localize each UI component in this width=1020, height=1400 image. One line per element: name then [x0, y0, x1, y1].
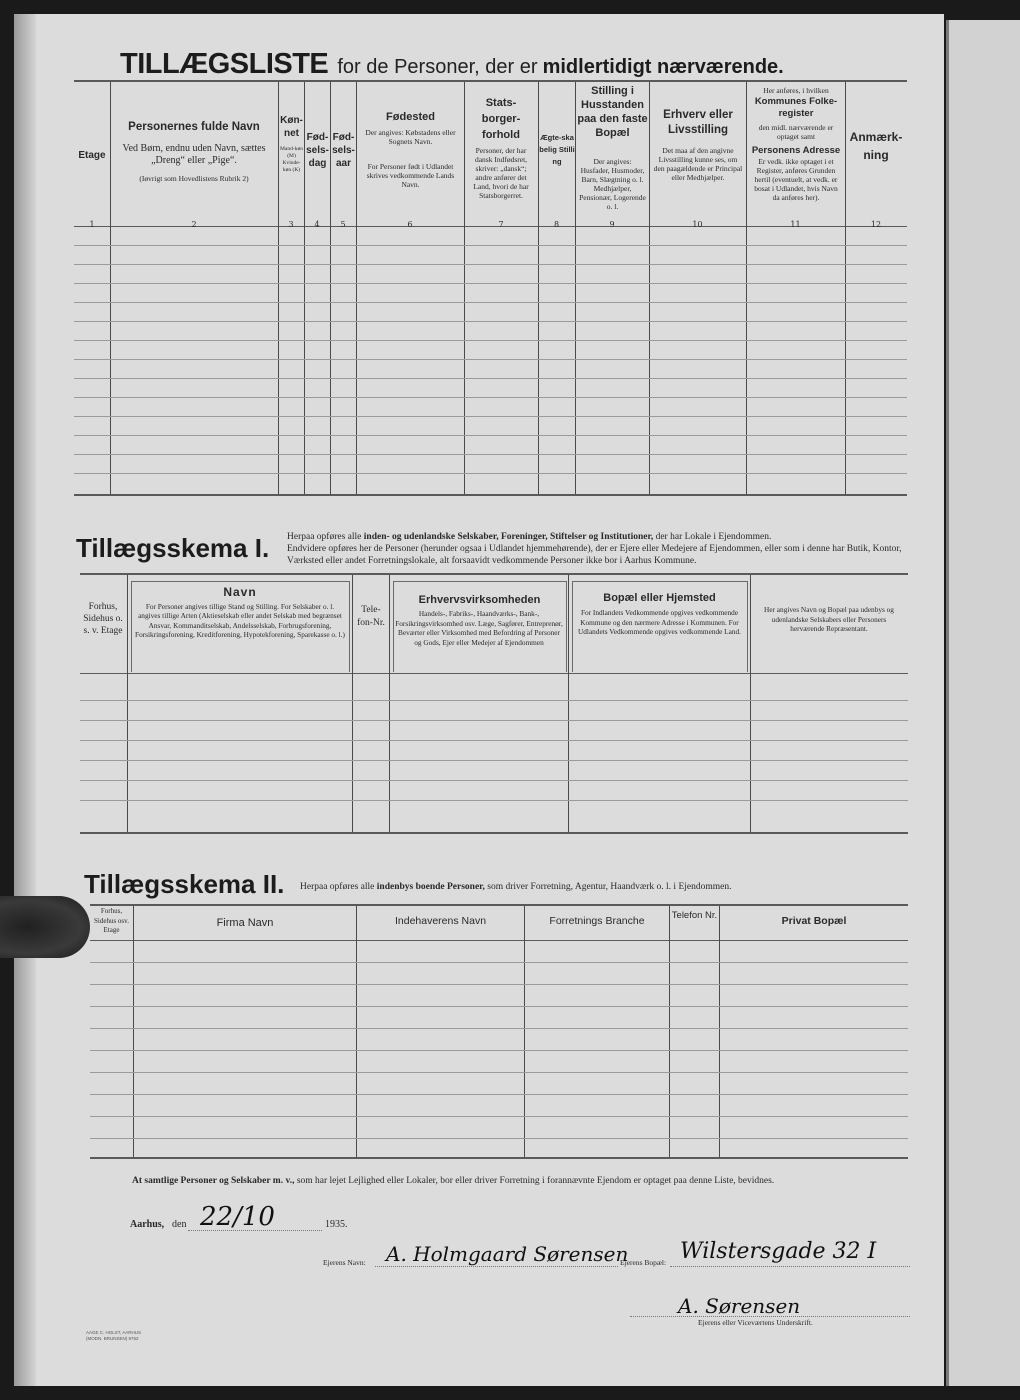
- handwritten-owner-address: Wilstersgade 32 I: [680, 1239, 877, 1264]
- city-label: Aarhus,: [130, 1219, 165, 1230]
- col-birthplace-note: Der angives: Købstadens eller Sognets Navn.: [365, 128, 456, 146]
- col-number: 5: [340, 220, 346, 229]
- col-address-header: Personens Adresse: [751, 145, 841, 156]
- col-marital-header: Ægte-skabelig Stilling: [539, 133, 575, 166]
- col-number: 11: [790, 220, 801, 229]
- skema2-title: Tillægsskema II.: [84, 869, 285, 899]
- skema1-col-residence-note: For Indlandets Vedkommende opgives vedkommende Kommune og den nærmere Adresse i Kommunen. For Udlandets Vedkommende opgives vedkommende Land.: [578, 608, 741, 636]
- col-number: 1: [89, 220, 95, 229]
- skema1-description: [287, 531, 909, 567]
- skema2-col-etage: Forhus, Sidehus osv. Etage: [94, 907, 129, 934]
- skema2-col-phone: Telefon Nr.: [671, 910, 718, 921]
- col-number: 6: [407, 220, 413, 229]
- skema1-col-name-header: Navn: [223, 585, 257, 599]
- col-birthplace-header: Fødested: [386, 111, 435, 123]
- skema2-col-private-address: Privat Bopæl: [781, 915, 847, 927]
- col-name-header: Personernes fulde Navn: [128, 121, 260, 133]
- skema1-col-business-note: Handels-, Fabriks-, Haandværks-, Bank-, Forsikringsvirksomhed osv. Læge, Sagfører, Entreprenør, Beværter eller Virksomhed med Befordring af Personer og Gods, Ejer eller Medejer af Ejendommen: [395, 609, 563, 647]
- skema2-desc-b: indenbys boende Personer,: [376, 882, 485, 892]
- skema2-col-firm: Firma Navn: [216, 917, 274, 929]
- col-number: 12: [870, 220, 882, 229]
- col-sex-note: Mand-køn (M) Kvinde-køn (K): [280, 146, 303, 173]
- next-page-edge: [946, 20, 1020, 1386]
- col-birthday-header: Fød-sels-dag: [306, 132, 329, 169]
- handwritten-date: 22/10: [200, 1202, 275, 1232]
- col-register-note: Er vedk. ikke optaget i et Register, anføres Grunden hertil (eventuelt, at vedk. er bosat i Udlandet, hvis Navn da anføres her).: [754, 157, 838, 202]
- skema2-col-owner: Indehaverens Navn: [394, 915, 487, 927]
- col-number: 3: [288, 220, 294, 229]
- col-number: 9: [609, 220, 615, 229]
- col-birthyear-header: Fød-sels-aar: [332, 132, 355, 169]
- skema2-desc-a: Herpaa opføres alle: [300, 882, 377, 892]
- year-label: 1935.: [325, 1219, 348, 1230]
- signature-label: Ejerens eller Viceværtens Underskrift.: [698, 1318, 813, 1327]
- title-main: TILLÆGSLISTE: [120, 48, 329, 80]
- title-rest-b: midlertidigt nærværende.: [542, 56, 784, 78]
- col-citizenship-header: Stats-borger-forhold: [481, 97, 521, 141]
- col-sex-header: Køn-net: [280, 115, 303, 139]
- skema1-col-residence-header: Bopæl eller Hjemsted: [603, 592, 716, 604]
- binding-spine: [14, 14, 36, 1386]
- col-occupation-note: Det maa af den angivne Livsstilling kunne ses, om den paagældende er Principal eller Medhjælper.: [653, 146, 743, 182]
- col-remarks-header: Anmærk-ning: [849, 130, 903, 162]
- owner-address-label: Ejerens Bopæl:: [620, 1258, 667, 1267]
- skema1-col-business-header: Erhvervsvirksomheden: [418, 594, 541, 606]
- skema1-desc-a: Herpaa opføres alle: [287, 532, 364, 542]
- col-number: 2: [191, 220, 197, 229]
- col-number: 4: [314, 220, 320, 229]
- declaration-b: som har lejet Lejlighed eller Lokaler, bor eller driver Forretning i forannævnte Ejendom er optaget paa denne Liste, bevidnes.: [294, 1176, 775, 1186]
- skema2-description: [300, 882, 910, 892]
- col-etage-header: Etage: [78, 150, 106, 161]
- col-citizenship-note: Personer, der har dansk Indfødsret, skriver: „dansk“; andre anfører det Land, hvori de har Statsborgerret.: [473, 146, 529, 200]
- skema1-desc-c: der har Lokale i Ejendommen.: [653, 532, 772, 542]
- col-household-header: Stilling i Husstanden paa den faste Bopæl: [577, 85, 648, 139]
- date-den-label: den: [172, 1219, 187, 1230]
- skema1-col-name-note: For Personer angives tillige Stand og Stilling. For Selskaber o. l. angives tillige Arten (Aktieselskab eller andet Selskab med begrænset Ansvar, Kommanditselskab, Andelsselskab, Forbrugsforening, Forsikringsforening, Kreditforening, Hypotekforening, Sparekasse o. l.): [135, 602, 345, 639]
- thumb: [0, 896, 90, 958]
- page-title: [120, 48, 784, 81]
- handwritten-owner-name: A. Holmgaard Sørensen: [386, 1242, 629, 1266]
- col-household-note: Der angives: Husfader, Husmoder, Barn, Slægtning o. l. Medhjælper, Pensionær, Logerende o. l.: [579, 157, 646, 211]
- col-register-pre: Her anføres, i hvilken: [763, 86, 829, 95]
- col-birthplace-note2: For Personer født i Udlandet skrives vedkommende Lands Navn.: [366, 162, 455, 189]
- skema2-col-branch: Forretnings Branche: [549, 915, 645, 927]
- declaration-a: At samtlige Personer og Selskaber m. v.,: [132, 1176, 295, 1186]
- skema2-desc-c: som driver Forretning, Agentur, Haandværk o. l. i Ejendommen.: [484, 882, 732, 892]
- skema1-desc-2: Endvidere opføres her de Personer (herunder ogsaa i Udlandet hjemmehørende), der er Ejere eller Medejere af Ejendommen, eller som i denne har Butik, Kontor, Værksted eller andet Forretningslokale, alt forsaavidt vedkommende Personer ikke bor i Aarhus Kommune.: [287, 544, 902, 566]
- skema1-title: Tillægsskema I.: [76, 533, 270, 563]
- col-register-header: Kommunes Folke-register: [754, 96, 838, 119]
- owner-name-label: Ejerens Navn:: [323, 1258, 366, 1267]
- skema1-col-representative-note: Her angives Navn og Bopæl paa udenbys og udenlandske Selskabers eller Personers herværende Repræsentant.: [764, 605, 894, 633]
- col-name-note: Ved Børn, endnu uden Navn, sættes „Dreng“ eller „Pige“.: [122, 143, 266, 166]
- col-occupation-header: Erhverv eller Livsstilling: [663, 109, 733, 136]
- title-rest-a: for de Personer, der er: [337, 56, 538, 78]
- declaration: [132, 1176, 912, 1186]
- skema1-col-etage: Forhus, Sidehus o. s. v. Etage: [83, 602, 123, 636]
- handwritten-signature: A. Sørensen: [678, 1294, 801, 1318]
- col-name-note2: (Iøvrigt som Hovedlistens Rubrik 2): [139, 174, 249, 183]
- skema1-desc-b: inden- og udenlandske Selskaber, Foreninger, Stiftelser og Institutioner,: [363, 532, 654, 542]
- printer-imprint: AAGE C. HOLST, AARHUS (MODN. BRUNSEN) 9752: [86, 1330, 142, 1341]
- col-number: 8: [553, 220, 560, 229]
- col-number: 10: [692, 220, 703, 229]
- skema1-col-phone: Tele-fon-Nr.: [357, 605, 385, 628]
- col-number: 7: [498, 220, 504, 229]
- col-register-mid: den midl. nærværende er optaget samt: [758, 123, 834, 141]
